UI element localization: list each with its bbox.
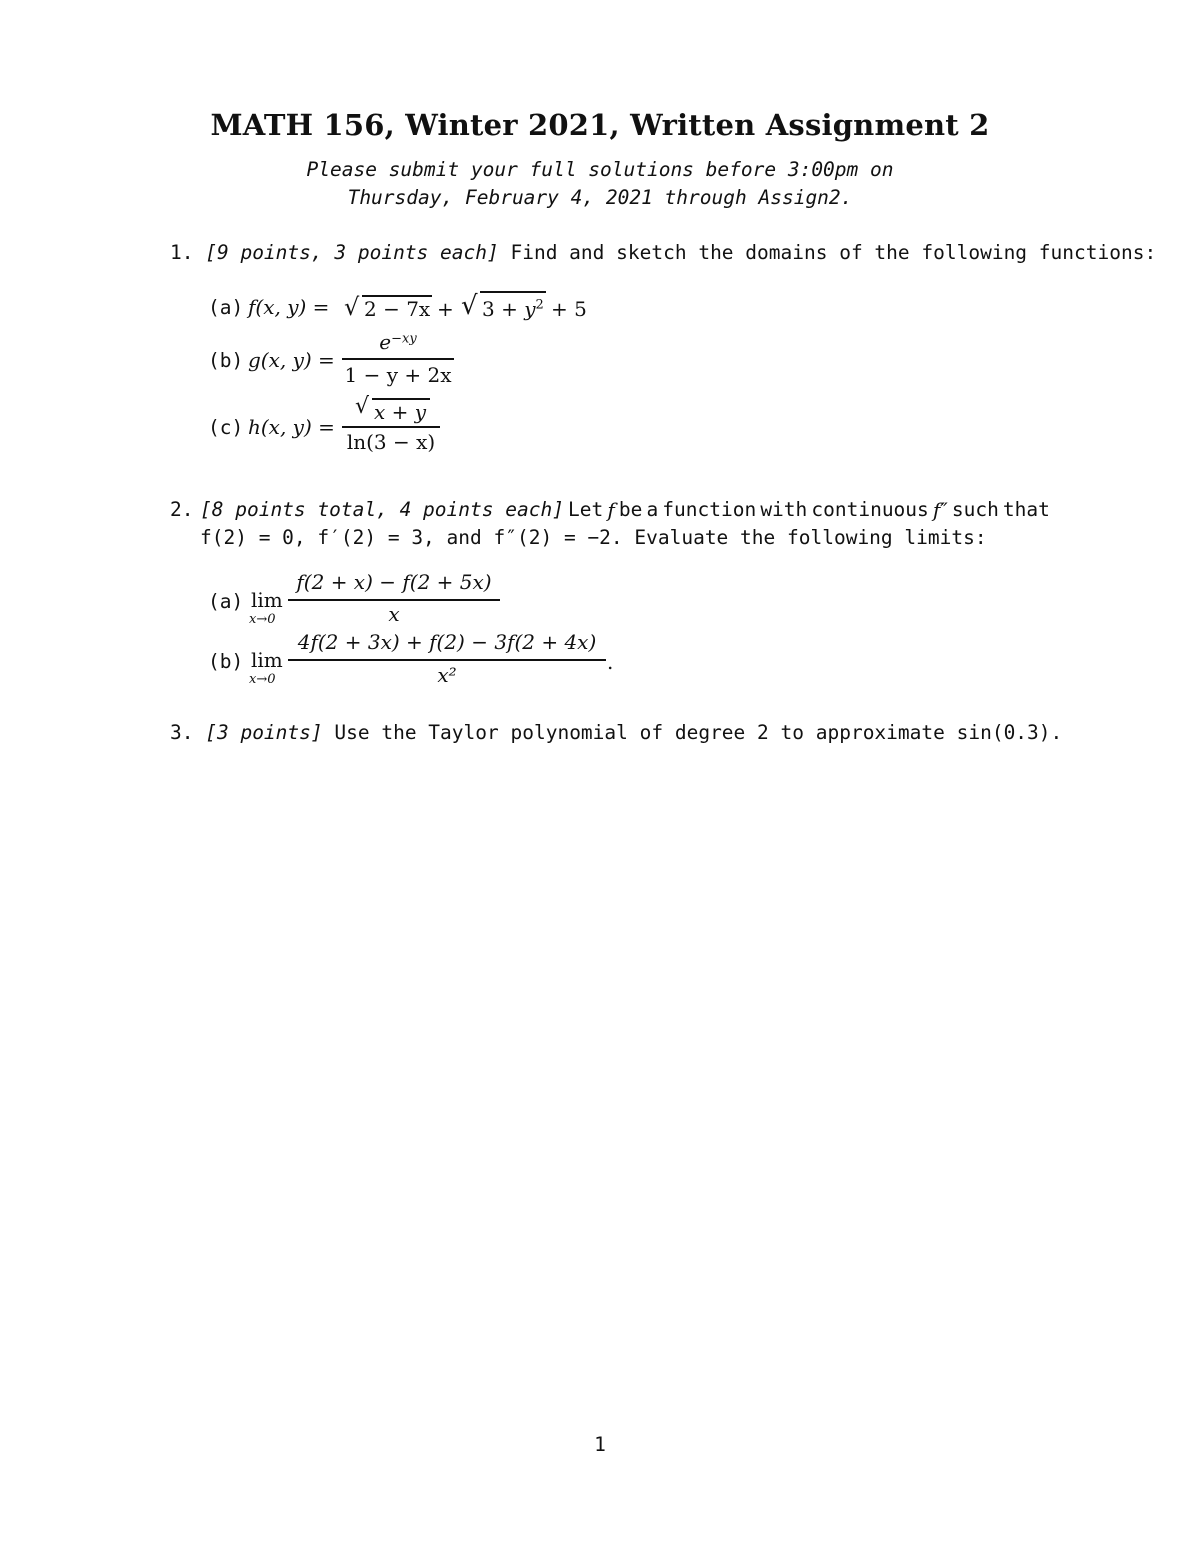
- sqrt-symbol-1: √: [344, 293, 360, 321]
- q1a-root2: $3 + y^2$: [482, 297, 544, 321]
- q2-number: 2.: [170, 498, 194, 521]
- q1c-fraction-bar: [342, 426, 440, 428]
- q2b-label: (b): [208, 650, 244, 673]
- q1-prompt: Find and sketch the domains of the following functions:: [510, 241, 1157, 264]
- q1c-label: (c): [208, 416, 244, 439]
- q1a-root1: 2 − 7x: [364, 297, 431, 321]
- q1c-denominator: ln(3 − x): [346, 430, 436, 454]
- q2b-denominator: x²: [437, 663, 457, 687]
- q3-prompt: Use the Taylor polynomial of degree 2 to approximate sin(0.3).: [334, 721, 1063, 744]
- q2a-lim-sub: x→0: [249, 612, 276, 627]
- q1-number: 1.: [170, 241, 194, 264]
- q1c-fraction: [342, 396, 440, 456]
- page-number: 1: [594, 1433, 606, 1456]
- q2b-lim: lim: [251, 648, 283, 672]
- q2a-numerator: f(2 + x) − f(2 + 5x): [296, 570, 492, 594]
- q1a-rest: + 5: [551, 297, 587, 321]
- subtitle-line-1: Please submit your full solutions before 3:00pm on: [306, 158, 894, 181]
- q3-points: [3 points]: [205, 721, 323, 744]
- q1a-label: (a): [208, 296, 244, 319]
- sqrt-symbol-2: √: [461, 291, 478, 321]
- q1b-label: (b): [208, 349, 244, 372]
- q2a-lim: lim: [251, 588, 283, 612]
- q1-points: [9 points, 3 points each]: [205, 241, 499, 264]
- q1b-numerator: $e^{-xy}$: [379, 330, 417, 354]
- q2b-period: .: [607, 650, 614, 674]
- sqrt-vinculum-2: [480, 291, 546, 293]
- q1b-fraction: [342, 330, 454, 386]
- q2-line-1: [8 points total, 4 points each] Let f be a function with continuous f″ such that: [200, 498, 1050, 522]
- q1b-denominator: 1 − y + 2x: [344, 363, 452, 387]
- q1a-plus: +: [437, 297, 454, 321]
- q1b-lhs: g(x, y) =: [248, 348, 335, 372]
- q3-number: 3.: [170, 721, 194, 744]
- q1a-lhs: f(x, y) =: [248, 295, 330, 319]
- sqrt-symbol-3: √: [355, 394, 370, 419]
- q2b-fraction: [288, 630, 606, 688]
- q2a-label: (a): [208, 590, 244, 613]
- q1c-lhs: h(x, y) =: [248, 415, 335, 439]
- q2-points: [8 points total, 4 points each]: [200, 498, 564, 521]
- q1c-numerator: x + y: [374, 400, 427, 424]
- page-title: MATH 156, Winter 2021, Written Assignment 2: [210, 108, 990, 142]
- subtitle-line-2: Thursday, February 4, 2021 through Assign2.: [347, 186, 853, 209]
- q2a-fraction: [288, 570, 500, 626]
- q2b-fraction-bar: [288, 659, 606, 661]
- q2b-numerator: 4f(2 + 3x) + f(2) − 3f(2 + 4x): [297, 630, 597, 654]
- q2a-denominator: x: [388, 602, 400, 626]
- q2b-lim-sub: x→0: [249, 672, 276, 687]
- q2a-fraction-bar: [288, 599, 500, 601]
- q1b-fraction-bar: [342, 358, 454, 360]
- q2-line-2: f(2) = 0, f′(2) = 3, and f″(2) = −2. Evaluate the following limits:: [200, 526, 987, 549]
